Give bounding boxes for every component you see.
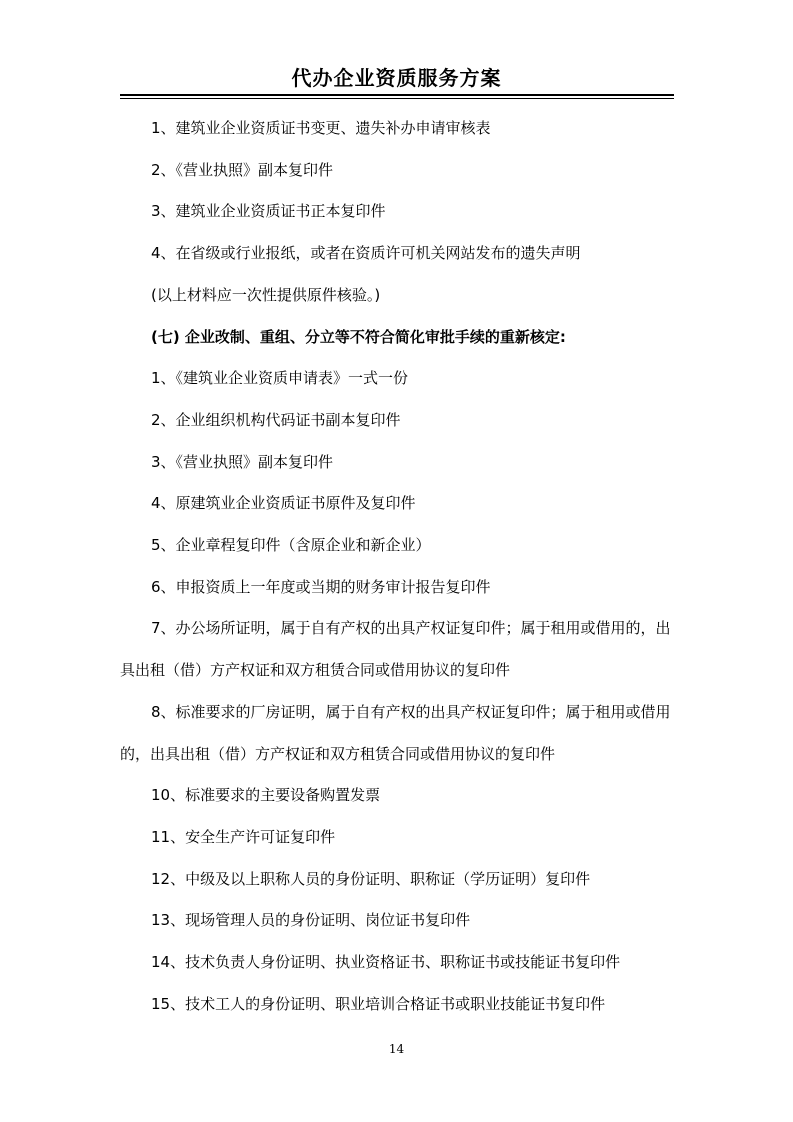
list-item: 11、安全生产许可证复印件 xyxy=(151,827,336,846)
header-rule-thin xyxy=(120,98,674,99)
list-item: 3、建筑业企业资质证书正本复印件 xyxy=(151,202,386,221)
list-item: 2、企业组织机构代码证书副本复印件 xyxy=(151,410,401,429)
list-item: 7、办公场所证明，属于自有产权的出具产权证复印件；属于租用或借用的，出具出租（借）方产权证和双方租赁合同或借用协议的复印件 xyxy=(120,619,671,680)
list-item: 5、企业章程复印件（含原企业和新企业） xyxy=(151,536,431,555)
list-item: 8、标准要求的厂房证明，属于自有产权的出具产权证复印件；属于租用或借用的，出具出租（借）方产权证和双方租赁合同或借用协议的复印件 xyxy=(120,702,671,763)
page-number: 14 xyxy=(388,1042,405,1056)
list-item: 12、中级及以上职称人员的身份证明、职称证（学历证明）复印件 xyxy=(151,869,591,888)
note-text: (以上材料应一次性提供原件核验。) xyxy=(151,285,381,304)
list-item: 1、《建筑业企业资质申请表》一式一份 xyxy=(151,369,409,388)
header-rule-thick xyxy=(120,94,674,96)
list-item: 6、申报资质上一年度或当期的财务审计报告复印件 xyxy=(151,577,491,596)
document-body xyxy=(120,108,676,1025)
list-item: 10、标准要求的主要设备购置发票 xyxy=(151,786,381,805)
section-heading: (七) 企业改制、重组、分立等不符合简化审批手续的重新核定: xyxy=(151,327,566,346)
list-item: 3、《营业执照》副本复印件 xyxy=(151,452,334,471)
list-item: 15、技术工人的身份证明、职业培训合格证书或职业技能证书复印件 xyxy=(151,994,606,1013)
list-item: 14、技术负责人身份证明、执业资格证书、职称证书或技能证书复印件 xyxy=(151,953,621,972)
list-item: 1、建筑业企业资质证书变更、遗失补办申请审核表 xyxy=(151,119,491,137)
list-item: 4、原建筑业企业资质证书原件及复印件 xyxy=(151,494,416,513)
list-item: 2、《营业执照》副本复印件 xyxy=(151,160,334,179)
document-title: 代办企业资质服务方案 xyxy=(291,66,502,90)
list-item: 4、在省级或行业报纸，或者在资质许可机关网站发布的遗失声明 xyxy=(151,244,581,263)
list-item: 13、现场管理人员的身份证明、岗位证书复印件 xyxy=(151,911,471,930)
